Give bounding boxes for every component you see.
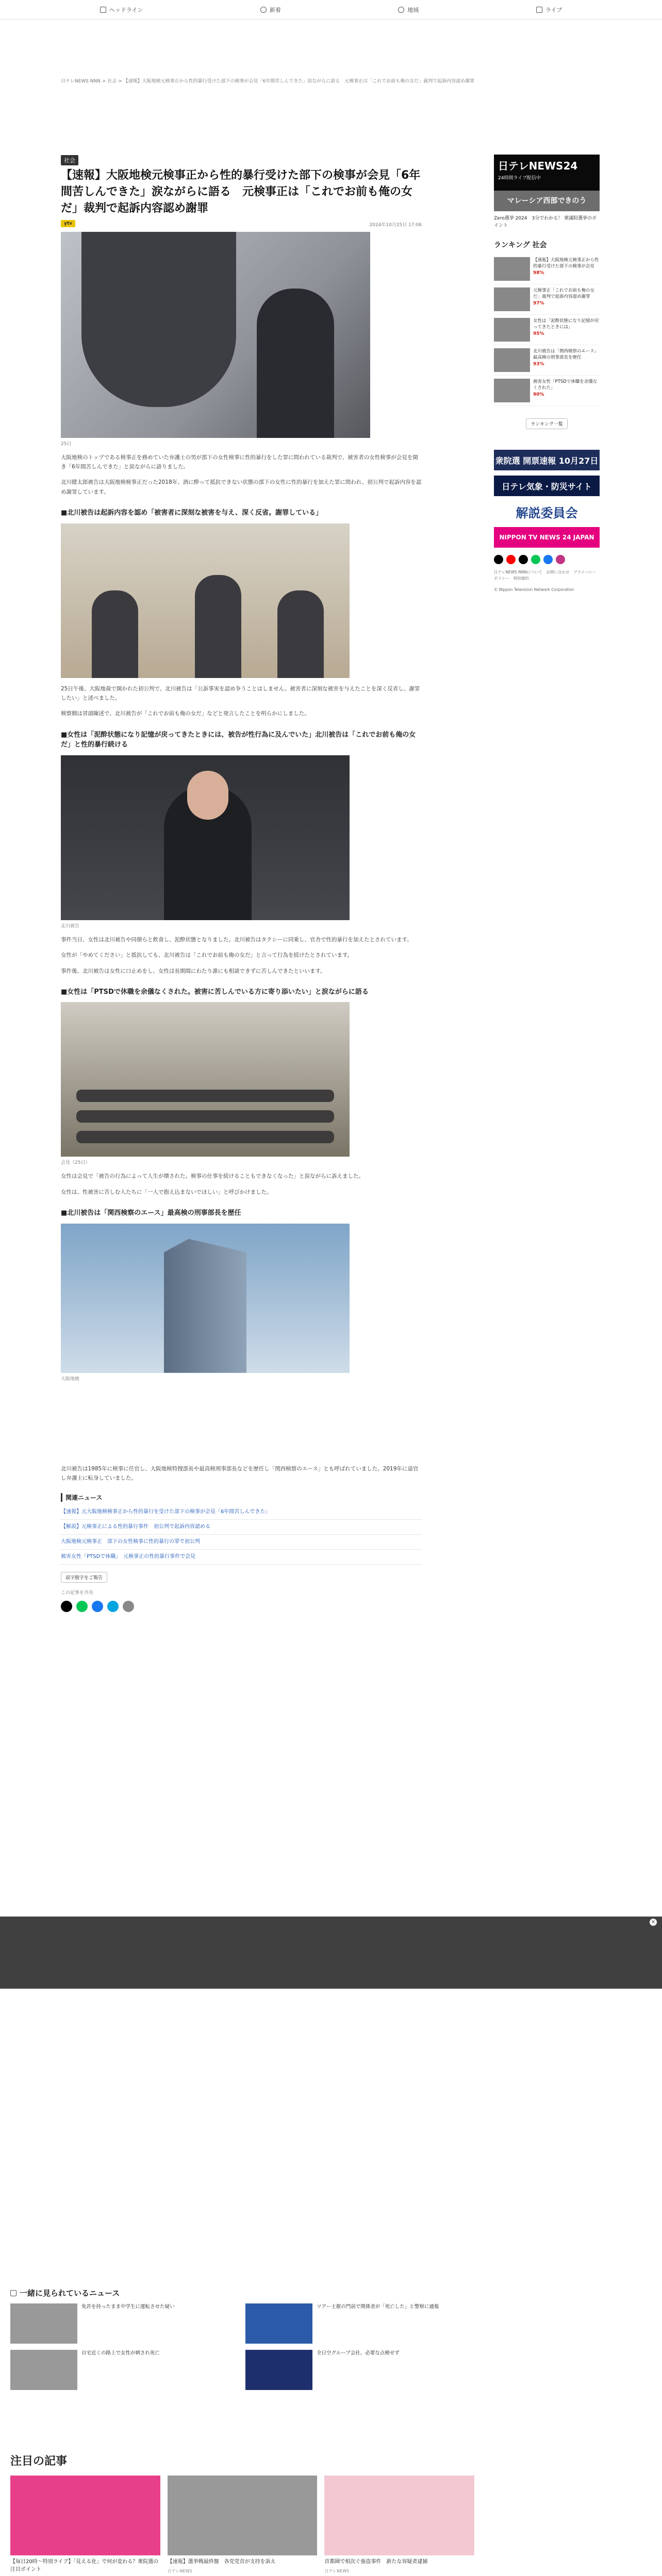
election-banner[interactable]: 衆院選 開票速報 10月27日 xyxy=(494,450,600,470)
breadcrumb: 日テレNEWS NNN > 社会 > 【速報】大阪地検元検事正から性的暴行受けた部下の検事が会見「6年間苦しんできた」涙ながらに語る 元検事正は「これでお前も俺の女だ」裁判で起訴内容認め謝罪 xyxy=(61,79,475,84)
line-icon[interactable] xyxy=(76,1601,88,1612)
hatena-icon[interactable] xyxy=(107,1601,119,1612)
copy-link-icon[interactable] xyxy=(123,1601,134,1612)
nippon-tv-banner[interactable]: NIPPON TV NEWS 24 JAPAN xyxy=(494,527,600,548)
also-watched-title: 一緒に見られているニュース xyxy=(10,2287,474,2298)
paragraph: 事件後、北川被告は女性に口止めをし、女性は長期間にわたり誰にも相談できずに苦しんできたといいます。 xyxy=(61,968,326,974)
ranking-item[interactable]: 【速報】大阪地検元検事正から性的暴行受けた部下の検事が会見 98% xyxy=(494,254,600,284)
related-news xyxy=(61,1493,422,1565)
image-caption: 会見（25日） xyxy=(61,1160,90,1166)
facebook-icon[interactable] xyxy=(543,555,553,564)
paragraph: 25日午後、大阪地裁で開かれた初公判で、北川被告は「公訴事実を認め争うことはしません。被害者に深刻な被害を与えたことを深く反省し、謝罪したい」と述べました。 xyxy=(61,685,420,702)
paragraph: 大阪地検のトップである検事正を務めていた弁護士の男が部下の女性検事に性的暴行をした罪に問われている裁判で、被害者の女性検事が会見を開き「6年間苦しんできた」と涙ながらに語りました。 xyxy=(61,454,418,470)
news-card[interactable]: 免許を持ったまま中学生に運転させた疑い xyxy=(10,2303,239,2344)
press-conference-image xyxy=(61,1002,350,1157)
news24-sub: 24時間ライブ配信中 xyxy=(498,176,541,181)
paragraph: 女性は、性被害に苦しむ人たちに「一人で抱え込まないでほしい」と呼びかけました。 xyxy=(61,1189,272,1195)
hero-caption: 25日 xyxy=(61,441,72,447)
section-heading: ■北川被告は「関西検察のエース」最高検の刑事部長を歴任 xyxy=(61,1209,241,1217)
footer-links[interactable]: 日テレNEWS NNNについて お問い合わせ プライバシーポリシー 利用規約 xyxy=(494,570,597,581)
x-icon[interactable] xyxy=(61,1601,72,1612)
line-icon[interactable] xyxy=(531,555,540,564)
source-logo: ytv xyxy=(61,220,75,227)
related-link[interactable]: 被害女性「PTSDで休職」 元検事正の性的暴行事件で会見 xyxy=(61,1550,422,1565)
article-title: 【速報】大阪地検元検事正から性的暴行受けた部下の検事が会見「6年間苦しんできた」涙ながらに語る 元検事正は「これでお前も俺の女だ」裁判で起訴内容認め謝罪 xyxy=(61,169,421,215)
breadcrumb-current: 【速報】大阪地検元検事正から性的暴行受けた部下の検事が会見「6年間苦しんできた」涙ながらに語る 元検事正は「これでお前も俺の女だ」裁判で起訴内容認め謝罪 xyxy=(123,79,475,84)
ranking-more-button[interactable]: ランキング一覧 xyxy=(526,418,568,429)
section-heading: ■女性は「泥酔状態になり記憶が戻ってきたときには、被告が性行為に及んでいた」北川被告は「これでお前も俺の女だ」と性的暴行続ける xyxy=(61,731,416,749)
tv-icon xyxy=(536,7,542,13)
nav-live[interactable]: ライブ xyxy=(536,6,562,14)
nav-new[interactable]: 新着 xyxy=(260,6,281,14)
paragraph: 事件当日、女性は北川被告や同僚らと飲食し、泥酔状態となりました。北川被告はタクシーに同乗し、官舎で性的暴行を加えたとされています。 xyxy=(61,936,412,943)
related-title: 関連ニュース xyxy=(61,1493,422,1502)
election-promo[interactable]: Zero選挙 2024 3分でわかる！ 衆議院選挙のポイント xyxy=(494,216,597,228)
related-link[interactable]: 【解説】元検事正による性的暴行事件 初公判で起訴内容認める xyxy=(61,1520,422,1535)
close-icon[interactable]: × xyxy=(650,1919,657,1926)
news-card[interactable]: ツアー主催の門前で関係者が「死亡した」と警察に通報 xyxy=(245,2303,474,2344)
news24-banner: マレーシア西部できのう xyxy=(494,191,600,211)
nav-region[interactable]: 地域 xyxy=(398,6,419,14)
instagram-icon[interactable] xyxy=(556,555,565,564)
courtroom-sketch-image xyxy=(61,523,350,678)
image-caption: 北川被告 xyxy=(61,923,80,929)
share-buttons xyxy=(61,1601,422,1612)
list-icon xyxy=(10,2290,16,2296)
map-pin-icon xyxy=(398,7,404,13)
featured-card[interactable]: 【速報】選挙戦最終盤 各党党首が支持を訴え 日テレNEWS xyxy=(168,2476,318,2576)
news-card[interactable]: 全日空グループ会社、必要な点検せず xyxy=(245,2350,474,2390)
image-caption: 大阪地検 xyxy=(61,1376,80,1382)
ad-overlay xyxy=(0,1917,662,1989)
news-card[interactable]: 自宅近くの路上で女性が刺され死亡 xyxy=(10,2350,239,2390)
copyright: © Nippon Television Network Corporation xyxy=(494,587,574,592)
ranking-item[interactable]: 女性は「泥酔状態になり記憶が戻ってきたときには」 95% xyxy=(494,315,600,345)
ranking-item[interactable]: 北川被告は「関西検察のエース」最高検の刑事部長を歴任 93% xyxy=(494,345,600,376)
breadcrumb-category[interactable]: 社会 xyxy=(107,79,117,84)
ranking-item[interactable]: 元検事正「これでお前も俺の女だ」裁判で起訴内容認め謝罪 97% xyxy=(494,284,600,315)
publish-date: 2024年10月25日 17:06 xyxy=(369,222,422,228)
ranking-item[interactable]: 被害女性「PTSDで休職を余儀なくされた」 90% xyxy=(494,376,600,406)
hero-image xyxy=(61,232,370,438)
youtube-icon[interactable] xyxy=(506,555,516,564)
ranking xyxy=(494,240,600,429)
related-link[interactable]: 大阪地検元検事正 部下の女性検事に性的暴行の罪で初公判 xyxy=(61,1535,422,1550)
paragraph: 北川被告は1985年に検事に任官し、大阪地検特捜部長や最高検刑事部長などを歴任し「関西検察のエース」とも呼ばれていました。2019年に退官し弁護士に転身していました。 xyxy=(61,1465,419,1482)
report-typo-button[interactable]: 誤字脱字をご報告 xyxy=(61,1572,107,1583)
article xyxy=(61,155,422,1612)
related-link[interactable]: 【速報】元大阪地検検事正から性的暴行を受けた部下の検事が会見「6年間苦しんできた」 xyxy=(61,1505,422,1520)
paragraph: 女性は会見で「被告の行為によって人生が壊された。検事の仕事を続けることもできなくなった」と涙ながらに訴えました。 xyxy=(61,1173,364,1180)
clock-icon xyxy=(260,7,267,13)
weather-banner[interactable]: 日テレ気象・防災サイト xyxy=(494,476,600,496)
section-heading: ■女性は「PTSDで休職を余儀なくされた。被害に苦しんでいる方に寄り添いたい」と涙ながらに語る xyxy=(61,988,369,996)
tiktok-icon[interactable] xyxy=(519,555,528,564)
sns-links xyxy=(494,555,600,564)
category-tag[interactable]: 社会 xyxy=(61,155,78,165)
breadcrumb-home[interactable]: 日テレNEWS NNN xyxy=(61,79,101,84)
top-nav xyxy=(0,0,662,20)
list-icon xyxy=(100,7,106,13)
also-watched xyxy=(10,2287,474,2390)
sidebar xyxy=(494,155,600,593)
featured-card[interactable]: 【毎日20時〜特別ライブ】「見える化」で何が変わる？衆院選の注目ポイント xyxy=(10,2476,160,2576)
x-icon[interactable] xyxy=(494,555,503,564)
defendant-image xyxy=(61,755,350,920)
ranking-title: ランキング 社会 xyxy=(494,241,547,249)
share-title: この記事を共有 xyxy=(61,1590,94,1596)
paragraph: 女性が「やめてください」と抵抗しても、北川被告は「これでお前も俺の女だ」と言って行為を続けたとされています。 xyxy=(61,952,353,959)
news24-live-widget[interactable] xyxy=(494,155,600,211)
featured xyxy=(10,2452,474,2576)
paragraph: 北川健太郎被告は大阪地検検事正だった2018年、酒に酔って抵抗できない状態の部下の女性に性的暴行を加えた罪に問われ、初公判で起訴内容を認め謝罪しています。 xyxy=(61,479,422,495)
building-image xyxy=(61,1224,350,1373)
paragraph: 検察側は冒頭陳述で、北川被告が「これでお前も俺の女だ」などと発言したことを明らかにしました。 xyxy=(61,710,310,717)
commentary-banner[interactable]: 解説委員会 xyxy=(494,501,600,522)
featured-title: 注目の記事 xyxy=(10,2455,68,2468)
nav-headline[interactable]: ヘッドライン xyxy=(100,6,143,14)
featured-card[interactable]: 首都圏で相次ぐ強盗事件 新たな容疑者逮捕 日テレNEWS xyxy=(324,2476,474,2576)
news24-logo: 日テレNEWS24 xyxy=(498,160,578,172)
facebook-icon[interactable] xyxy=(92,1601,103,1612)
section-heading: ■北川被告は起訴内容を認め「被害者に深刻な被害を与え、深く反省。謝罪している」 xyxy=(61,509,323,517)
